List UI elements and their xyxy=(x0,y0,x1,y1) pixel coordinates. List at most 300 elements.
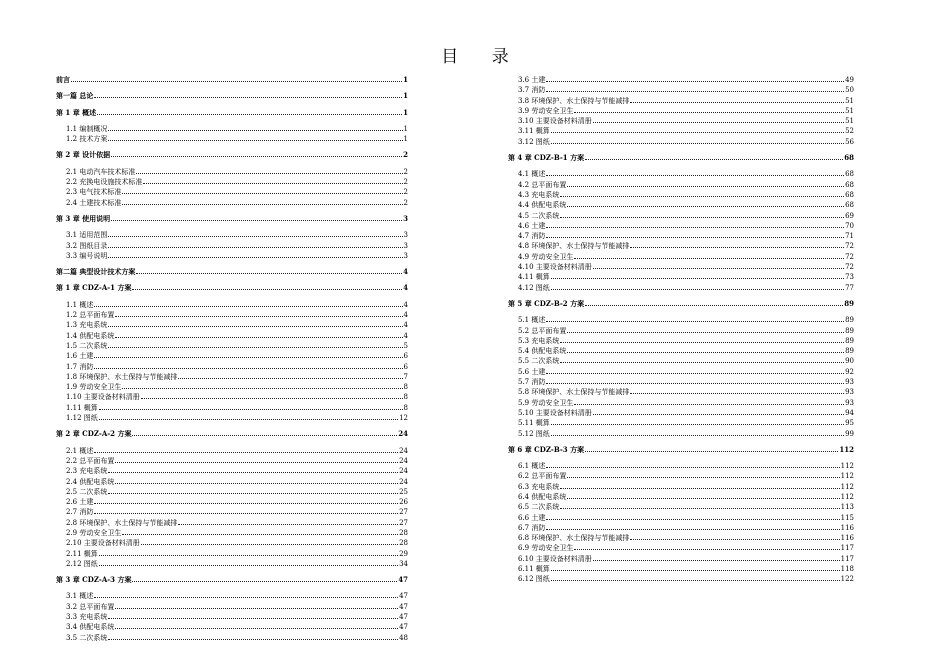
toc-dot-leader xyxy=(546,366,844,374)
toc-dot-leader xyxy=(551,563,840,571)
toc-page-number: 68 xyxy=(845,201,854,210)
toc-page-number: 116 xyxy=(840,534,854,543)
toc-entry-title: 5.11 概算 xyxy=(518,419,550,428)
toc-page-number: 2 xyxy=(403,167,408,176)
toc-entry-title: 5.6 土建 xyxy=(518,367,546,376)
toc-chapter-entry[interactable] xyxy=(56,90,408,100)
toc-dot-leader xyxy=(546,168,844,176)
toc-dot-leader xyxy=(115,621,398,629)
toc-dot-leader xyxy=(546,460,839,468)
toc-page-number: 26 xyxy=(399,498,408,507)
toc-page-number: 89 xyxy=(844,298,854,308)
toc-entry-title: 3.3 编号说明 xyxy=(66,251,108,260)
toc-entry-title: 6.10 主要设备材料清册 xyxy=(518,554,592,563)
toc-page-number: 3 xyxy=(403,241,408,250)
toc-dot-leader xyxy=(585,298,843,306)
toc-entry-title: 第 3 章 使用说明 xyxy=(56,213,111,223)
toc-page-number: 71 xyxy=(845,232,854,241)
toc-entry-title: 1.8 环境保护、水土保持与节能减排 xyxy=(66,372,178,381)
toc-section-entry[interactable] xyxy=(56,455,408,465)
toc-entry-title: 3.3 充电系统 xyxy=(66,613,108,622)
toc-entry-title: 1.1 编制概况 xyxy=(66,124,108,133)
toc-dot-leader xyxy=(560,355,844,363)
toc-dot-leader xyxy=(546,376,844,384)
toc-dot-leader xyxy=(551,428,844,436)
toc-page-number: 5 xyxy=(403,341,408,350)
toc-section-entry[interactable] xyxy=(508,397,854,407)
toc-entry-title: 1.6 土建 xyxy=(66,352,94,361)
toc-section-entry[interactable] xyxy=(508,376,854,386)
toc-dot-leader xyxy=(567,491,839,499)
toc-dot-leader xyxy=(99,402,403,410)
toc-entry-title: 3.1 适用范围 xyxy=(66,231,108,240)
toc-page-number: 24 xyxy=(399,477,408,486)
toc-page-number: 115 xyxy=(840,513,854,522)
toc-page-number: 1 xyxy=(403,91,408,101)
toc-chapter-entry[interactable] xyxy=(508,298,854,308)
toc-dot-leader xyxy=(71,74,402,82)
toc-section-entry[interactable] xyxy=(56,402,408,412)
toc-section-entry[interactable] xyxy=(508,168,854,178)
toc-section-entry[interactable] xyxy=(56,123,408,133)
toc-dot-leader xyxy=(574,251,844,259)
toc-dot-leader xyxy=(108,611,398,619)
toc-dot-leader xyxy=(111,213,402,221)
toc-dot-leader xyxy=(593,115,844,123)
toc-section-entry[interactable] xyxy=(508,189,854,199)
toc-dot-leader xyxy=(567,199,844,207)
toc-section-entry[interactable] xyxy=(508,532,854,542)
toc-page-number: 28 xyxy=(399,528,408,537)
toc-chapter-entry[interactable] xyxy=(56,74,408,84)
toc-section-entry[interactable] xyxy=(508,386,854,396)
toc-dot-leader xyxy=(99,412,398,420)
toc-page-number: 99 xyxy=(845,429,854,438)
toc-section-entry[interactable] xyxy=(56,506,408,516)
toc-entry-title: 1.5 二次系统 xyxy=(66,341,108,350)
toc-section-entry[interactable] xyxy=(508,95,854,105)
toc-section-entry[interactable] xyxy=(56,340,408,350)
toc-page-number: 95 xyxy=(845,419,854,428)
toc-section-entry[interactable] xyxy=(56,319,408,329)
toc-dot-leader xyxy=(593,261,844,269)
toc-entry-title: 第 4 章 CDZ-B-1 方案 xyxy=(508,153,585,163)
toc-dot-leader xyxy=(567,345,844,353)
toc-page-number: 48 xyxy=(399,633,408,642)
toc-dot-leader xyxy=(546,314,844,322)
toc-section-entry[interactable] xyxy=(508,210,854,220)
toc-entry-title: 5.3 充电系统 xyxy=(518,336,560,345)
toc-chapter-entry[interactable] xyxy=(508,152,854,162)
toc-section-entry[interactable] xyxy=(56,590,408,600)
toc-entry-title: 1.10 主要设备材料清册 xyxy=(66,393,140,402)
toc-dot-leader xyxy=(94,90,402,98)
toc-page-number: 1 xyxy=(403,135,408,144)
toc-dot-leader xyxy=(546,512,839,520)
toc-page-number: 4 xyxy=(403,331,408,340)
toc-dot-leader xyxy=(560,335,844,343)
toc-section-entry[interactable] xyxy=(56,558,408,568)
toc-entry-title: 1.4 供配电系统 xyxy=(66,331,115,340)
toc-page-number: 8 xyxy=(403,393,408,402)
toc-section-entry[interactable] xyxy=(56,445,408,455)
toc-dot-leader xyxy=(122,186,402,194)
toc-page-number: 3 xyxy=(403,213,408,223)
toc-section-entry[interactable] xyxy=(508,136,854,146)
toc-section-entry[interactable] xyxy=(56,412,408,422)
toc-entry-title: 3.4 供配电系统 xyxy=(66,623,115,632)
toc-dot-leader xyxy=(108,486,398,494)
toc-dot-leader xyxy=(551,573,840,581)
toc-entry-title: 5.7 消防 xyxy=(518,378,546,387)
toc-entry-title: 3.12 图纸 xyxy=(518,137,550,146)
toc-page-number: 27 xyxy=(399,508,408,517)
toc-page-number: 56 xyxy=(845,137,854,146)
toc-page-number: 3 xyxy=(403,251,408,260)
toc-section-entry[interactable] xyxy=(508,553,854,563)
toc-section-entry[interactable] xyxy=(56,350,408,360)
toc-section-entry[interactable] xyxy=(56,371,408,381)
toc-page-number: 92 xyxy=(845,367,854,376)
toc-entry-title: 3.10 主要设备材料清册 xyxy=(518,117,592,126)
toc-dot-leader xyxy=(94,299,402,307)
toc-entry-title: 6.3 充电系统 xyxy=(518,482,560,491)
toc-entry-title: 2.6 土建 xyxy=(66,498,94,507)
toc-dot-leader xyxy=(546,84,844,92)
toc-section-entry[interactable] xyxy=(56,611,408,621)
toc-page-number: 112 xyxy=(840,462,854,471)
toc-chapter-entry[interactable] xyxy=(508,444,854,454)
toc-entry-title: 2.1 电动汽车技术标准 xyxy=(66,167,136,176)
toc-dot-leader xyxy=(560,189,844,197)
toc-dot-leader xyxy=(178,517,398,525)
toc-left-column xyxy=(56,74,408,642)
toc-page-number: 6 xyxy=(403,362,408,371)
toc-dot-leader xyxy=(141,391,403,399)
toc-dot-leader xyxy=(560,210,844,218)
toc-entry-title: 第 1 章 概述 xyxy=(56,107,97,117)
toc-page-number: 69 xyxy=(845,211,854,220)
toc-dot-leader xyxy=(108,133,402,141)
toc-entry-title: 3.9 劳动安全卫生 xyxy=(518,106,574,115)
toc-dot-leader xyxy=(574,397,844,405)
toc-page-number: 4 xyxy=(403,283,408,293)
toc-dot-leader xyxy=(567,179,844,187)
toc-page-number: 90 xyxy=(845,357,854,366)
toc-entry-title: 5.12 图纸 xyxy=(518,429,550,438)
toc-dot-leader xyxy=(108,340,402,348)
toc-chapter-entry[interactable] xyxy=(56,574,408,584)
toc-section-entry[interactable] xyxy=(508,335,854,345)
toc-section-entry[interactable] xyxy=(56,133,408,143)
toc-section-entry[interactable] xyxy=(508,542,854,552)
toc-section-entry[interactable] xyxy=(508,573,854,583)
toc-entry-title: 6.5 二次系统 xyxy=(518,503,560,512)
toc-entry-title: 2.9 劳动安全卫生 xyxy=(66,528,122,537)
toc-section-entry[interactable] xyxy=(56,229,408,239)
toc-dot-leader xyxy=(122,527,398,535)
toc-page-number: 73 xyxy=(845,273,854,282)
toc-dot-leader xyxy=(567,470,839,478)
toc-entry-title: 5.10 主要设备材料清册 xyxy=(518,408,592,417)
toc-section-entry[interactable] xyxy=(56,166,408,176)
toc-page-number: 68 xyxy=(845,180,854,189)
toc-section-entry[interactable] xyxy=(56,309,408,319)
toc-section-entry[interactable] xyxy=(508,282,854,292)
toc-section-entry[interactable] xyxy=(508,345,854,355)
toc-section-entry[interactable] xyxy=(508,179,854,189)
toc-chapter-entry[interactable] xyxy=(56,428,408,438)
toc-dot-leader xyxy=(593,553,840,561)
toc-page-number: 28 xyxy=(399,539,408,548)
toc-section-entry[interactable] xyxy=(56,476,408,486)
toc-section-entry[interactable] xyxy=(508,251,854,261)
toc-section-entry[interactable] xyxy=(56,381,408,391)
toc-entry-title: 6.7 消防 xyxy=(518,523,546,532)
toc-page-number: 89 xyxy=(845,347,854,356)
toc-chapter-entry[interactable] xyxy=(56,266,408,276)
toc-entry-title: 4.6 土建 xyxy=(518,221,546,230)
toc-section-entry[interactable] xyxy=(56,527,408,537)
toc-dot-leader xyxy=(551,125,844,133)
toc-section-entry[interactable] xyxy=(508,261,854,271)
toc-entry-title: 4.2 总平面布置 xyxy=(518,180,567,189)
toc-dot-leader xyxy=(585,152,843,160)
toc-page-number: 6 xyxy=(403,352,408,361)
toc-page-number: 113 xyxy=(840,503,854,512)
toc-entry-title: 1.2 总平面布置 xyxy=(66,311,115,320)
toc-page-number: 7 xyxy=(403,372,408,381)
toc-page-number: 51 xyxy=(845,117,854,126)
toc-entry-title: 4.11 概算 xyxy=(518,273,550,282)
toc-section-entry[interactable] xyxy=(508,355,854,365)
toc-entry-title: 1.9 劳动安全卫生 xyxy=(66,383,122,392)
toc-page-number: 117 xyxy=(840,544,854,553)
toc-section-entry[interactable] xyxy=(508,470,854,480)
toc-entry-title: 2.7 消防 xyxy=(66,508,94,517)
toc-page-number: 72 xyxy=(845,263,854,272)
toc-page-number: 47 xyxy=(399,613,408,622)
toc-dot-leader xyxy=(593,407,844,415)
toc-dot-leader xyxy=(115,601,398,609)
toc-section-entry[interactable] xyxy=(56,548,408,558)
toc-entry-title: 4.3 充电系统 xyxy=(518,190,560,199)
toc-section-entry[interactable] xyxy=(508,428,854,438)
toc-section-entry[interactable] xyxy=(56,465,408,475)
toc-entry-title: 6.4 供配电系统 xyxy=(518,492,567,501)
toc-entry-title: 6.11 概算 xyxy=(518,565,550,574)
toc-section-entry[interactable] xyxy=(56,537,408,547)
toc-section-entry[interactable] xyxy=(56,250,408,260)
toc-page-number: 93 xyxy=(845,378,854,387)
toc-section-entry[interactable] xyxy=(56,621,408,631)
toc-section-entry[interactable] xyxy=(56,517,408,527)
toc-dot-leader xyxy=(136,266,402,274)
toc-dot-leader xyxy=(111,149,402,157)
toc-page-number: 72 xyxy=(845,252,854,261)
toc-entry-title: 2.5 二次系统 xyxy=(66,487,108,496)
toc-entry-title: 1.3 充电系统 xyxy=(66,321,108,330)
toc-dot-leader xyxy=(97,107,402,115)
toc-page-number: 51 xyxy=(845,106,854,115)
toc-entry-title: 3.7 消防 xyxy=(518,86,546,95)
toc-entry-title: 1.1 概述 xyxy=(66,300,94,309)
toc-page-number: 122 xyxy=(840,575,854,584)
toc-page-number: 47 xyxy=(399,592,408,601)
toc-page-number: 4 xyxy=(403,267,408,277)
toc-dot-leader xyxy=(99,548,398,556)
toc-dot-leader xyxy=(551,271,844,279)
toc-chapter-entry[interactable] xyxy=(56,213,408,223)
toc-entry-title: 4.1 概述 xyxy=(518,170,546,179)
toc-entry-title: 5.1 概述 xyxy=(518,316,546,325)
toc-page-number: 2 xyxy=(403,188,408,197)
toc-page-number: 116 xyxy=(840,523,854,532)
toc-page-number: 72 xyxy=(845,242,854,251)
toc-page-number: 49 xyxy=(845,76,854,84)
toc-dot-leader xyxy=(143,176,402,184)
toc-section-entry[interactable] xyxy=(56,299,408,309)
toc-entry-title: 5.2 总平面布置 xyxy=(518,326,567,335)
toc-section-entry[interactable] xyxy=(508,481,854,491)
toc-page-number: 47 xyxy=(399,602,408,611)
toc-entry-title: 4.4 供配电系统 xyxy=(518,201,567,210)
toc-dot-leader xyxy=(94,350,402,358)
toc-page-number: 93 xyxy=(845,398,854,407)
toc-page-number: 68 xyxy=(845,190,854,199)
toc-page-number: 77 xyxy=(845,283,854,292)
toc-section-entry[interactable] xyxy=(508,501,854,511)
toc-entry-title: 2.11 概算 xyxy=(66,549,98,558)
toc-dot-leader xyxy=(132,574,397,582)
toc-right-column xyxy=(508,74,854,584)
toc-dot-leader xyxy=(108,229,402,237)
toc-section-entry[interactable] xyxy=(56,330,408,340)
toc-section-entry[interactable] xyxy=(508,220,854,230)
toc-section-entry[interactable] xyxy=(508,325,854,335)
toc-chapter-entry[interactable] xyxy=(56,149,408,159)
toc-section-entry[interactable] xyxy=(56,186,408,196)
toc-entry-title: 6.2 总平面布置 xyxy=(518,472,567,481)
toc-dot-leader xyxy=(567,325,844,333)
toc-chapter-entry[interactable] xyxy=(56,282,408,292)
toc-section-entry[interactable] xyxy=(508,199,854,209)
toc-page-number: 117 xyxy=(840,554,854,563)
toc-entry-title: 2.8 环境保护、水土保持与节能减排 xyxy=(66,518,178,527)
toc-section-entry[interactable] xyxy=(56,361,408,371)
toc-section-entry[interactable] xyxy=(508,563,854,573)
toc-entry-title: 2.1 概述 xyxy=(66,446,94,455)
toc-page-number: 47 xyxy=(398,575,408,585)
toc-section-entry[interactable] xyxy=(508,125,854,135)
toc-entry-title: 第一篇 总论 xyxy=(56,91,94,101)
toc-section-entry[interactable] xyxy=(508,115,854,125)
toc-entry-title: 4.5 二次系统 xyxy=(518,211,560,220)
toc-page-number: 47 xyxy=(399,623,408,632)
toc-section-entry[interactable] xyxy=(508,314,854,324)
toc-section-entry[interactable] xyxy=(508,105,854,115)
toc-section-entry[interactable] xyxy=(508,417,854,427)
toc-entry-title: 4.7 消防 xyxy=(518,232,546,241)
toc-section-entry[interactable] xyxy=(508,74,854,84)
toc-section-entry[interactable] xyxy=(508,407,854,417)
toc-entry-title: 6.6 土建 xyxy=(518,513,546,522)
toc-entry-title: 6.9 劳动安全卫生 xyxy=(518,544,574,553)
toc-section-entry[interactable] xyxy=(508,271,854,281)
toc-entry-title: 第 2 章 CDZ-A-2 方案 xyxy=(56,429,132,439)
toc-entry-title: 1.11 概算 xyxy=(66,403,98,412)
toc-section-entry[interactable] xyxy=(508,512,854,522)
toc-section-entry[interactable] xyxy=(56,486,408,496)
toc-section-entry[interactable] xyxy=(56,197,408,207)
toc-page-number: 68 xyxy=(845,170,854,179)
toc-section-entry[interactable] xyxy=(56,240,408,250)
toc-section-entry[interactable] xyxy=(508,366,854,376)
toc-entry-title: 2.12 图纸 xyxy=(66,559,98,568)
toc-section-entry[interactable] xyxy=(508,460,854,470)
toc-section-entry[interactable] xyxy=(56,601,408,611)
toc-section-entry[interactable] xyxy=(508,240,854,250)
toc-page-number: 1 xyxy=(403,75,408,84)
toc-section-entry[interactable] xyxy=(508,84,854,94)
toc-entry-title: 第二篇 典型设计技术方案 xyxy=(56,267,136,277)
toc-dot-leader xyxy=(630,386,844,394)
toc-entry-title: 第 1 章 CDZ-A-1 方案 xyxy=(56,283,132,293)
toc-section-entry[interactable] xyxy=(56,496,408,506)
toc-section-entry[interactable] xyxy=(56,632,408,642)
toc-page-number: 3 xyxy=(403,231,408,240)
toc-entry-title: 3.11 概算 xyxy=(518,127,550,136)
toc-dot-leader xyxy=(94,506,398,514)
toc-dot-leader xyxy=(108,319,402,327)
toc-entry-title: 3.6 土建 xyxy=(518,76,546,84)
toc-page-number: 89 xyxy=(845,326,854,335)
toc-dot-leader xyxy=(551,136,844,144)
toc-dot-leader xyxy=(122,197,402,205)
toc-page-number: 4 xyxy=(403,311,408,320)
toc-entry-title: 4.12 图纸 xyxy=(518,283,550,292)
toc-page-number: 94 xyxy=(845,408,854,417)
toc-page-number: 2 xyxy=(403,198,408,207)
toc-dot-leader xyxy=(551,282,844,290)
toc-section-entry[interactable] xyxy=(508,522,854,532)
toc-dot-leader xyxy=(94,361,402,369)
toc-entry-title: 2.4 供配电系统 xyxy=(66,477,115,486)
toc-section-entry[interactable] xyxy=(508,491,854,501)
toc-dot-leader xyxy=(115,330,402,338)
toc-dot-leader xyxy=(99,558,398,566)
toc-section-entry[interactable] xyxy=(56,391,408,401)
toc-entry-title: 第 2 章 设计依据 xyxy=(56,150,111,160)
toc-dot-leader xyxy=(94,445,398,453)
toc-dot-leader xyxy=(132,282,402,290)
toc-dot-leader xyxy=(574,542,839,550)
toc-dot-leader xyxy=(574,105,844,113)
toc-dot-leader xyxy=(560,501,839,509)
toc-entry-title: 1.7 消防 xyxy=(66,362,94,371)
toc-entry-title: 3.8 环境保护、水土保持与节能减排 xyxy=(518,96,630,105)
toc-page-number: 25 xyxy=(399,487,408,496)
toc-dot-leader xyxy=(630,240,844,248)
toc-entry-title: 5.5 二次系统 xyxy=(518,357,560,366)
toc-dot-leader xyxy=(108,123,402,131)
toc-section-entry[interactable] xyxy=(508,230,854,240)
toc-dot-leader xyxy=(94,590,398,598)
toc-chapter-entry[interactable] xyxy=(56,107,408,117)
toc-entry-title: 2.2 充换电设施技术标准 xyxy=(66,178,143,187)
toc-section-entry[interactable] xyxy=(56,176,408,186)
toc-entry-title: 4.8 环境保护、水土保持与节能减排 xyxy=(518,242,630,251)
